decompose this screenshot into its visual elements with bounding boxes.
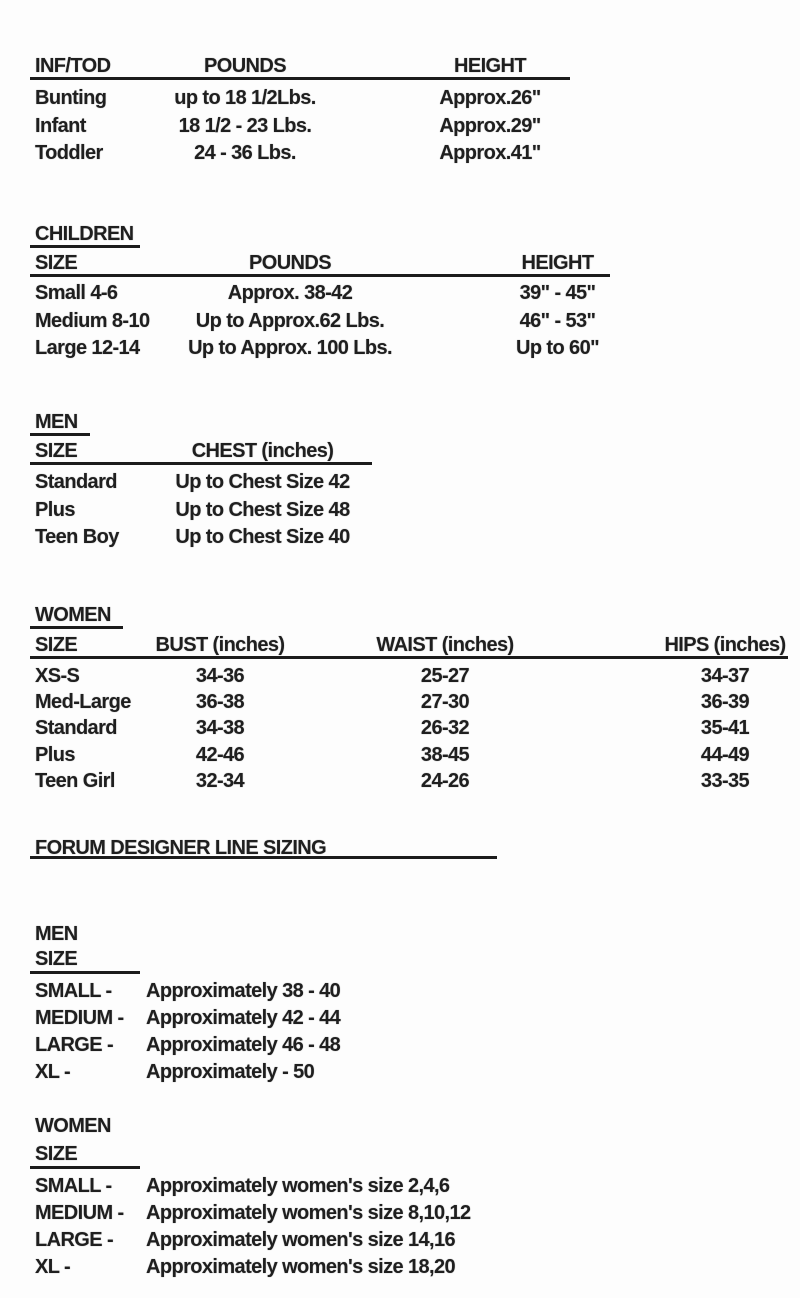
table-cell-hips: 33-35 [700, 769, 750, 792]
forum-women-size-label: SIZE [30, 1144, 140, 1169]
table-row [30, 742, 788, 768]
size-description: Approximately 38 - 40 [146, 980, 341, 1002]
forum-men-title: MEN [35, 923, 78, 945]
table-cell-size: Toddler [35, 142, 103, 164]
column-header-pounds: POUNDS [249, 252, 331, 274]
table-row [30, 335, 610, 363]
infant-toddler-header-row [30, 55, 570, 80]
column-header-height: HEIGHT [454, 55, 526, 77]
column-header-height: HEIGHT [521, 252, 594, 274]
table-cell-bust: 34-38 [195, 717, 245, 740]
table-cell-pounds: up to 18 1/2Lbs. [174, 87, 316, 109]
table-row [30, 469, 372, 497]
women-rows [30, 663, 788, 794]
list-item [30, 1005, 450, 1032]
list-item [30, 1227, 520, 1254]
size-description: Approximately women's size 18,20 [146, 1256, 456, 1278]
size-label: XL - [35, 1256, 71, 1278]
forum-women-title: WOMEN [35, 1115, 111, 1137]
table-cell-size: Med-Large [35, 691, 131, 714]
forum-men-size-label: SIZE [30, 949, 140, 974]
table-cell-chest: Up to Chest Size 42 [175, 471, 350, 493]
table-cell-waist: 24-26 [420, 769, 470, 792]
list-item [30, 1254, 520, 1281]
table-cell-waist: 26-32 [420, 717, 470, 740]
table-cell-height: 39" - 45" [519, 282, 596, 304]
forum-men-section [30, 924, 450, 1086]
table-cell-chest: Up to Chest Size 40 [175, 526, 350, 548]
table-row [30, 280, 610, 308]
table-row [30, 768, 788, 794]
men-header-row [30, 440, 372, 465]
children-header-row [30, 252, 610, 277]
column-header-size: SIZE [35, 252, 78, 274]
children-section-title: CHILDREN [30, 224, 140, 248]
size-description: Approximately - 50 [146, 1061, 315, 1083]
table-cell-waist: 27-30 [420, 691, 470, 714]
column-header-inftod: INF/TOD [35, 55, 111, 77]
column-header-chest: CHEST (inches) [191, 440, 334, 462]
infant-toddler-table [30, 55, 570, 168]
infant-toddler-rows [30, 85, 570, 168]
table-cell-height: Approx.26" [439, 87, 541, 109]
table-cell-pounds: 24 - 36 Lbs. [194, 142, 296, 164]
table-cell-height: Approx.29" [439, 114, 541, 137]
size-label: XL - [35, 1061, 71, 1083]
forum-women-rows [30, 1173, 520, 1281]
table-row [30, 715, 788, 741]
list-item [30, 1032, 450, 1059]
women-table [30, 605, 788, 794]
size-label: MEDIUM - [35, 1202, 124, 1224]
table-cell-size: Bunting [35, 87, 107, 109]
table-cell-hips: 36-39 [700, 691, 750, 714]
table-cell-pounds: Up to Approx.62 Lbs. [195, 309, 385, 332]
table-row [30, 524, 372, 552]
men-table [30, 412, 372, 552]
forum-designer-line-sizing-title: FORUM DESIGNER LINE SIZING [30, 837, 497, 859]
list-item [30, 1173, 520, 1200]
list-item [30, 1200, 520, 1227]
table-cell-hips: 34-37 [700, 665, 750, 687]
size-label: LARGE - [35, 1034, 114, 1056]
children-table [30, 224, 610, 363]
table-cell-size: Plus [35, 743, 75, 766]
men-rows [30, 469, 372, 552]
column-header-hips: HIPS (inches) [664, 634, 786, 656]
men-section-title: MEN [30, 412, 90, 436]
size-label: MEDIUM - [35, 1007, 124, 1029]
table-cell-bust: 42-46 [195, 743, 245, 766]
table-cell-waist: 38-45 [420, 743, 470, 766]
size-description: Approximately women's size 2,4,6 [146, 1175, 450, 1197]
table-cell-size: Teen Girl [35, 769, 115, 792]
list-item [30, 1059, 450, 1086]
table-row [30, 85, 570, 113]
table-row [30, 140, 570, 168]
table-cell-pounds: Approx. 38-42 [227, 282, 353, 304]
forum-women-section [30, 1116, 520, 1281]
table-cell-waist: 25-27 [420, 665, 470, 687]
size-label: SMALL - [35, 1175, 112, 1197]
table-cell-hips: 44-49 [700, 743, 750, 766]
table-row [30, 663, 788, 689]
column-header-size: SIZE [35, 440, 78, 462]
table-row [30, 497, 372, 525]
table-cell-size: Standard [35, 471, 117, 493]
list-item [30, 978, 450, 1005]
size-label: SMALL - [35, 980, 112, 1002]
table-cell-bust: 34-36 [195, 665, 245, 687]
table-cell-bust: 32-34 [195, 769, 245, 792]
table-row [30, 689, 788, 715]
table-cell-hips: 35-41 [700, 717, 750, 740]
table-cell-size: Plus [35, 498, 75, 521]
table-cell-height: Approx.41" [439, 142, 541, 164]
table-cell-size: Standard [35, 717, 117, 740]
table-cell-size: XS-S [35, 665, 80, 687]
table-cell-size: Small 4-6 [35, 282, 118, 304]
table-cell-pounds: 18 1/2 - 23 Lbs. [178, 114, 312, 137]
forum-men-rows [30, 978, 450, 1086]
column-header-pounds: POUNDS [204, 55, 286, 77]
size-description: Approximately women's size 8,10,12 [146, 1202, 471, 1224]
column-header-size: SIZE [35, 634, 78, 656]
table-cell-size: Teen Boy [35, 526, 119, 548]
size-description: Approximately women's size 14,16 [146, 1229, 456, 1251]
size-description: Approximately 42 - 44 [146, 1007, 341, 1029]
table-cell-size: Medium 8-10 [35, 309, 150, 332]
table-cell-height: 46" - 53" [519, 309, 596, 332]
column-header-bust: BUST (inches) [155, 634, 285, 656]
size-label: LARGE - [35, 1229, 114, 1251]
table-cell-size: Infant [35, 114, 86, 137]
table-cell-size: Large 12-14 [35, 337, 140, 359]
table-cell-bust: 36-38 [195, 691, 245, 714]
size-description: Approximately 46 - 48 [146, 1034, 341, 1056]
children-rows [30, 280, 610, 363]
column-header-waist: WAIST (inches) [376, 634, 514, 656]
table-cell-height: Up to 60" [516, 337, 599, 359]
table-row [30, 308, 610, 336]
table-cell-chest: Up to Chest Size 48 [175, 498, 350, 521]
table-cell-pounds: Up to Approx. 100 Lbs. [188, 337, 392, 359]
women-section-title: WOMEN [30, 605, 123, 629]
table-row [30, 113, 570, 141]
women-header-row [30, 634, 788, 659]
